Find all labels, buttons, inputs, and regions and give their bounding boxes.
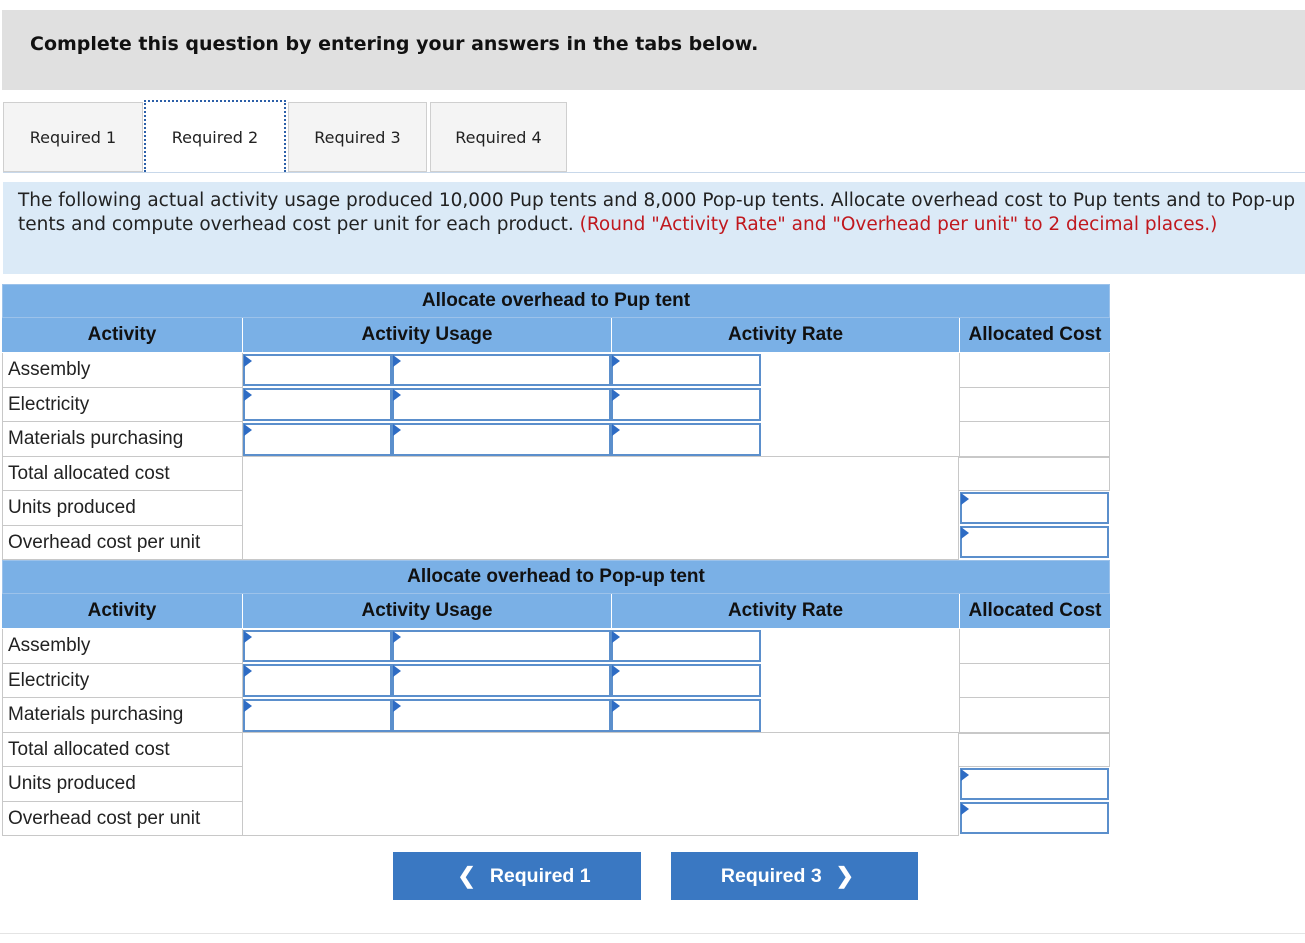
popup-electricity-rate-input[interactable] <box>611 664 761 697</box>
column-header-activity-rate: Activity Rate <box>611 594 959 629</box>
summary-blank-area <box>243 457 959 560</box>
column-header-activity: Activity <box>2 318 242 353</box>
row-label-electricity: Electricity <box>2 664 243 698</box>
tab-required-1[interactable]: Required 1 <box>3 102 143 172</box>
popup-assembly-usage-input[interactable] <box>243 630 392 662</box>
table-title: Allocate overhead to Pup tent <box>2 284 1110 318</box>
column-header-allocated-cost: Allocated Cost <box>959 594 1110 629</box>
pup-assembly-rate-input[interactable] <box>611 354 761 386</box>
popup-assembly-usage-unit-input[interactable] <box>392 630 611 662</box>
popup-tent-table <box>2 560 1110 836</box>
pup-materials-usage-input[interactable] <box>243 423 392 456</box>
question-header <box>2 10 1305 90</box>
instructions-panel <box>3 182 1305 274</box>
pup-materials-rate-input[interactable] <box>611 423 761 456</box>
row-label-overhead-cost-per-unit: Overhead cost per unit <box>2 802 243 836</box>
pup-units-produced-input[interactable] <box>960 492 1109 524</box>
header-text: Complete this question by entering your answers in the tabs below. <box>30 33 759 55</box>
popup-materials-rate-input[interactable] <box>611 699 761 732</box>
column-header-allocated-cost: Allocated Cost <box>959 318 1110 353</box>
row-label-total-allocated-cost: Total allocated cost <box>2 733 243 767</box>
table-title: Allocate overhead to Pop-up tent <box>2 560 1110 594</box>
page-divider <box>0 933 1305 934</box>
allocated-cost-electricity <box>959 664 1110 698</box>
next-button-label: Required 3 <box>720 864 822 887</box>
pup-electricity-rate-input[interactable] <box>611 388 761 421</box>
instructions-text: The following actual activity usage produced 10,000 Pup tents and 8,000 Pop-up tents. Allocate overhead cost to Pup tents and to Pop-up tents and compute overhead cost per unit for each product. <box>18 190 1296 235</box>
tab-divider <box>3 172 1305 173</box>
row-label-total-allocated-cost: Total allocated cost <box>2 457 243 491</box>
pup-electricity-usage-input[interactable] <box>243 388 392 421</box>
summary-blank-area <box>243 733 959 836</box>
row-label-electricity: Electricity <box>2 388 243 422</box>
column-header-activity: Activity <box>2 594 242 629</box>
row-label-materials-purchasing: Materials purchasing <box>2 698 243 733</box>
popup-assembly-rate-input[interactable] <box>611 630 761 662</box>
total-allocated-cost-value <box>959 733 1110 767</box>
row-label-materials-purchasing: Materials purchasing <box>2 422 243 457</box>
row-label-assembly: Assembly <box>2 353 243 388</box>
total-allocated-cost-value <box>959 457 1110 491</box>
tab-required-3[interactable]: Required 3 <box>288 102 427 172</box>
allocated-cost-electricity <box>959 388 1110 422</box>
popup-materials-usage-unit-input[interactable] <box>392 699 611 732</box>
pup-assembly-usage-unit-input[interactable] <box>392 354 611 386</box>
row-label-units-produced: Units produced <box>2 491 243 526</box>
row-label-overhead-cost-per-unit: Overhead cost per unit <box>2 526 243 560</box>
popup-overhead-per-unit-input[interactable] <box>960 802 1109 834</box>
rounding-note: (Round "Activity Rate" and "Overhead per unit" to 2 decimal places.) <box>579 214 1218 235</box>
pup-overhead-per-unit-input[interactable] <box>960 526 1109 558</box>
column-header-activity-usage: Activity Usage <box>242 594 611 629</box>
pup-electricity-usage-unit-input[interactable] <box>392 388 611 421</box>
allocated-cost-materials <box>959 698 1110 733</box>
popup-electricity-usage-unit-input[interactable] <box>392 664 611 697</box>
pup-tent-table <box>2 284 1110 560</box>
tab-required-4[interactable]: Required 4 <box>430 102 567 172</box>
allocated-cost-assembly <box>959 629 1110 664</box>
popup-units-produced-input[interactable] <box>960 768 1109 800</box>
column-header-activity-usage: Activity Usage <box>242 318 611 353</box>
popup-electricity-usage-input[interactable] <box>243 664 392 697</box>
allocated-cost-assembly <box>959 353 1110 388</box>
tab-required-2[interactable]: Required 2 <box>144 100 286 172</box>
pup-materials-usage-unit-input[interactable] <box>392 423 611 456</box>
column-header-activity-rate: Activity Rate <box>611 318 959 353</box>
chevron-left-icon: ❮ <box>457 863 476 888</box>
pup-assembly-usage-input[interactable] <box>243 354 392 386</box>
row-label-assembly: Assembly <box>2 629 243 664</box>
popup-materials-usage-input[interactable] <box>243 699 392 732</box>
allocated-cost-materials <box>959 422 1110 457</box>
row-label-units-produced: Units produced <box>2 767 243 802</box>
chevron-right-icon: ❯ <box>835 863 855 888</box>
prev-required-1-button[interactable] <box>393 852 641 900</box>
next-required-3-button[interactable] <box>671 852 918 900</box>
prev-button-label: Required 1 <box>489 864 591 887</box>
